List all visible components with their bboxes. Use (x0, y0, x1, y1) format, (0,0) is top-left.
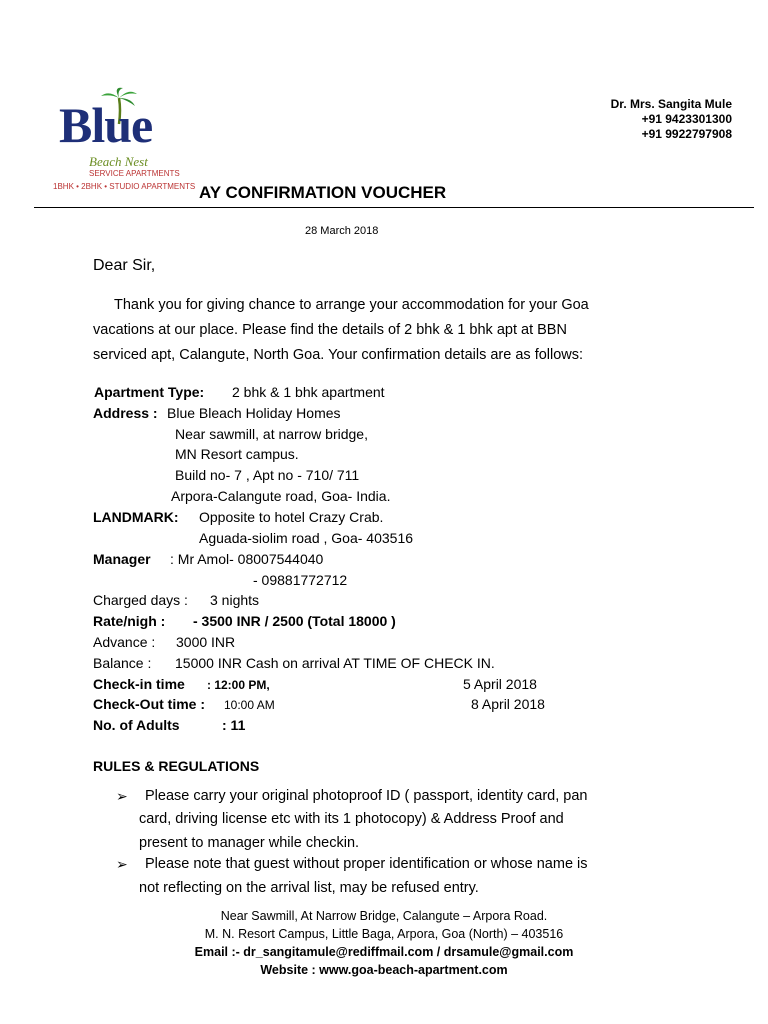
checkin-label: Check-in time (93, 676, 185, 692)
rule-item-line: Please note that guest without proper identification or whose name is (145, 856, 588, 872)
adults-label: No. of Adults (93, 717, 180, 733)
logo-line-1: Beach Nest (89, 154, 148, 169)
header-divider (34, 207, 754, 208)
rule-item-line: not reflecting on the arrival list, may be refused entry. (139, 880, 479, 896)
rule-item-line: card, driving license etc with its 1 photocopy) & Address Proof and (139, 811, 564, 827)
contact-block (611, 97, 732, 142)
charged-days-value: 3 nights (210, 592, 260, 608)
address-line: Arpora-Calangute road, Goa- India. (171, 488, 391, 504)
contact-name: Dr. Mrs. Sangita Mule (610, 97, 732, 111)
advance-label: Advance : (93, 634, 156, 650)
contact-phone-2: +91 9922797908 (641, 127, 732, 141)
logo-brand: Blue (59, 97, 153, 153)
arrow-bullet-icon: ➢ (116, 788, 128, 804)
rule-item-line: Please carry your original photoproof ID ( passport, identity card, pan (145, 788, 588, 804)
manager-value-2: - 09881772712 (253, 572, 348, 588)
logo-line-2: SERVICE APARTMENTS (89, 169, 180, 178)
checkout-time: 10:00 AM (224, 698, 275, 712)
contact-phone-1: +91 9423301300 (641, 112, 732, 126)
intro-line-1: Thank you for giving chance to arrange your accommodation for your Goa (114, 297, 589, 313)
footer-address-2: M. N. Resort Campus, Little Baga, Arpora, Goa (North) – 403516 (204, 927, 564, 941)
apartment-type-value: 2 bhk & 1 bhk apartment (232, 384, 385, 400)
footer-address-1: Near Sawmill, At Narrow Bridge, Calangute – Arpora Road. (220, 909, 548, 923)
logo-line-3: 1BHK • 2BHK • STUDIO APARTMENTS (53, 182, 196, 191)
landmark-line: Opposite to hotel Crazy Crab. (199, 509, 384, 525)
adults-value: : 11 (222, 717, 246, 733)
manager-label: Manager (93, 551, 151, 567)
charged-days-label: Charged days : (93, 592, 188, 608)
landmark-label: LANDMARK: (93, 509, 179, 525)
address-line: Blue Bleach Holiday Homes (167, 405, 341, 421)
advance-value: 3000 INR (176, 634, 236, 650)
footer-website: Website : www.goa-beach-apartment.com (260, 963, 508, 977)
address-line: Near sawmill, at narrow bridge, (175, 426, 368, 442)
intro-line-2: vacations at our place. Please find the details of 2 bhk & 1 bhk apt at BBN (93, 322, 567, 338)
manager-value: : Mr Amol- 08007544040 (170, 551, 324, 567)
landmark-line: Aguada-siolim road , Goa- 403516 (199, 530, 414, 546)
address-label: Address : (93, 405, 158, 421)
rate-value: - 3500 INR / 2500 (Total 18000 ) (193, 613, 396, 629)
address-line: Build no- 7 , Apt no - 710/ 711 (175, 467, 360, 483)
balance-label: Balance : (93, 655, 152, 671)
voucher-date: 28 March 2018 (305, 225, 379, 237)
salutation: Dear Sir, (93, 257, 156, 274)
rules-heading: RULES & REGULATIONS (93, 758, 260, 774)
logo (53, 88, 196, 198)
checkout-date: 8 April 2018 (471, 696, 545, 712)
address-line: MN Resort campus. (175, 446, 299, 462)
arrow-bullet-icon: ➢ (116, 856, 128, 872)
checkin-date: 5 April 2018 (463, 676, 537, 692)
intro-line-3: serviced apt, Calangute, North Goa. Your confirmation details are as follows: (93, 347, 584, 363)
checkout-label: Check-Out time : (93, 696, 206, 712)
apartment-type-label: Apartment Type: (94, 384, 205, 400)
rate-label: Rate/nigh : (93, 613, 166, 629)
rule-item-line: present to manager while checkin. (139, 835, 360, 851)
balance-value: 15000 INR Cash on arrival AT TIME OF CHECK IN. (175, 655, 495, 671)
document-title: AY CONFIRMATION VOUCHER (199, 183, 447, 202)
checkin-time: : 12:00 PM, (207, 678, 270, 692)
footer-email: Email :- dr_sangitamule@rediffmail.com / drsamule@gmail.com (194, 945, 574, 959)
